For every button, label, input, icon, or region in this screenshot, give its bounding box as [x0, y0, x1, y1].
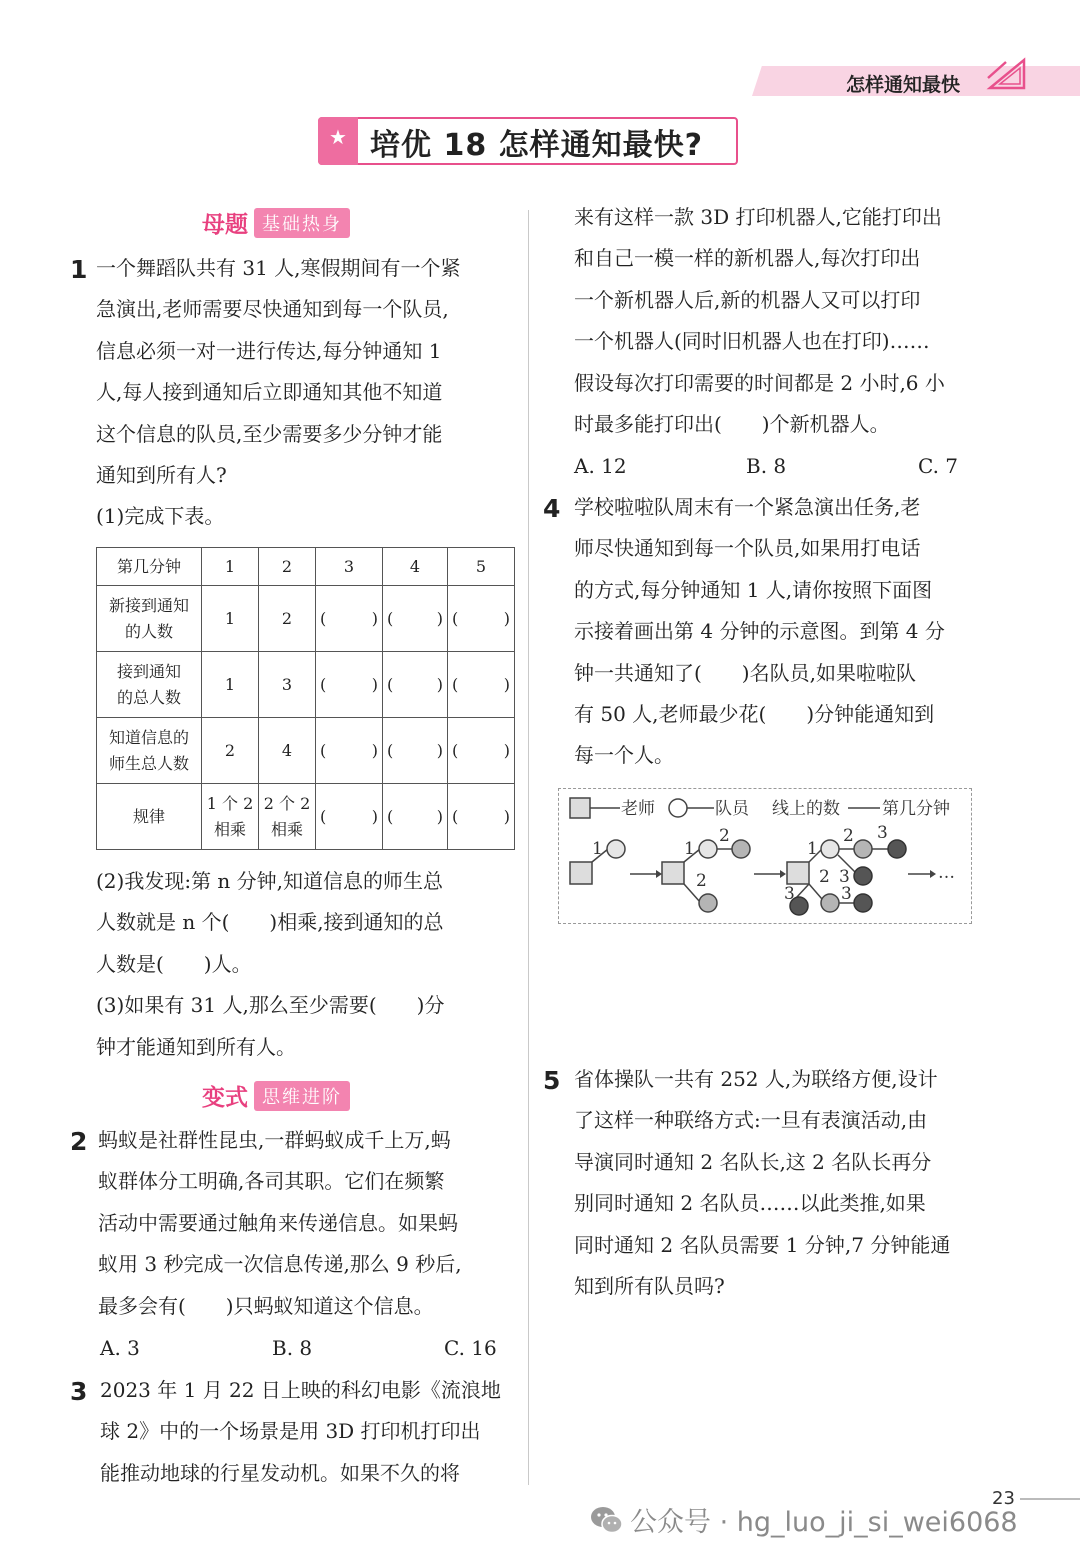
- text-line: 学校啦啦队周末有一个紧急演出任务,老: [574, 495, 921, 519]
- table-row: [97, 586, 515, 652]
- row-label: [97, 784, 202, 850]
- section-tag-main: 变式: [202, 1085, 248, 1111]
- column-divider: [528, 210, 529, 1485]
- edge-label: 3: [784, 884, 795, 904]
- text-line: 蚁群体分工明确,各司其职。它们在频繁: [98, 1169, 445, 1194]
- question-number: 1: [70, 255, 88, 284]
- diagram-ellipsis: …: [938, 863, 955, 883]
- edge-label: 1: [592, 839, 603, 859]
- paren-open: (: [320, 806, 327, 826]
- legend-teacher: 老师: [621, 799, 655, 819]
- table-row: [97, 784, 515, 850]
- paren-open: (: [387, 740, 394, 760]
- legend-member: 队员: [715, 799, 749, 819]
- member-node: [607, 840, 625, 858]
- text-line: 这个信息的队员,至少需要多少分钟才能: [96, 421, 443, 446]
- table-cell: 4: [259, 718, 316, 784]
- question-number: 4: [543, 494, 561, 523]
- section-tag-sub: 基础热身: [254, 208, 350, 238]
- table-header-cell: 3: [316, 548, 383, 586]
- edge-label: 2: [719, 826, 730, 846]
- text-line: 人数是( )人。: [96, 951, 252, 976]
- legend-line-number: 线上的数: [772, 799, 840, 819]
- paren-open: (: [320, 674, 327, 694]
- text-line: 和自己一模一样的新机器人,每次打印出: [574, 246, 921, 271]
- paren-close: ): [436, 740, 443, 760]
- table-cell: 2: [259, 586, 316, 652]
- text-line: 2023 年 1 月 22 日上映的科幻电影《流浪地: [100, 1378, 501, 1402]
- row-label: [97, 652, 202, 718]
- question-number: 5: [543, 1066, 561, 1095]
- paren-close: ): [503, 806, 510, 826]
- cell-line: 相乘: [270, 819, 303, 839]
- question-number: 2: [70, 1127, 88, 1156]
- table-cell: 1: [202, 586, 259, 652]
- text-line: 蚁用 3 秒完成一次信息传递,那么 9 秒后,: [98, 1252, 462, 1277]
- question-1-part2: [96, 861, 516, 1068]
- edge-label: 2: [843, 826, 854, 846]
- text-line: 人,每人接到通知后立即通知其他不知道: [96, 380, 443, 405]
- member-node: [854, 894, 872, 912]
- cell-line: 相乘: [213, 819, 246, 839]
- teacher-node: [662, 862, 684, 884]
- member-node: [888, 840, 906, 858]
- paren-close: ): [371, 608, 378, 628]
- table-header-row: [97, 548, 515, 586]
- question-3-text-left: [100, 1370, 520, 1494]
- text-line: 有 50 人,老师最少花( )分钟能通知到: [574, 702, 935, 727]
- paren-close: ): [371, 740, 378, 760]
- table-cell: [259, 784, 316, 850]
- paren-open: (: [320, 740, 327, 760]
- answer-blank[interactable]: [383, 718, 448, 784]
- member-node: [821, 894, 839, 912]
- row-label-line: 新接到通知: [108, 595, 189, 615]
- row-label: [97, 718, 202, 784]
- table-header-cell: 5: [448, 548, 515, 586]
- row-label-line: 的人数: [124, 621, 173, 641]
- paren-open: (: [452, 740, 459, 760]
- section-tag-basic: [202, 206, 350, 239]
- paren-open: (: [452, 674, 459, 694]
- question-2-text: [98, 1120, 518, 1327]
- legend-minute: 第几分钟: [882, 799, 950, 819]
- paren-close: ): [371, 806, 378, 826]
- member-node: [854, 867, 872, 885]
- answer-blank[interactable]: [316, 652, 383, 718]
- text-line: 信息必须一对一进行传达,每分钟通知 1: [96, 338, 442, 363]
- ruler-triangle-icon: [986, 56, 1030, 92]
- row-label-line: 接到通知: [116, 661, 181, 681]
- paren-close: ): [436, 674, 443, 694]
- text-line: 钟一共通知了( )名队员,如果啦啦队: [574, 660, 916, 685]
- question-1-text: [96, 248, 516, 538]
- text-line: 了这样一种联络方式:一旦有表演活动,由: [574, 1108, 928, 1133]
- paren-open: (: [320, 608, 327, 628]
- option-c[interactable]: C. 16: [444, 1336, 497, 1360]
- teacher-node: [787, 862, 809, 884]
- answer-blank[interactable]: [383, 784, 448, 850]
- option-c[interactable]: C. 7: [918, 454, 959, 478]
- notification-tree-diagram: [558, 788, 972, 924]
- page-number: 23: [992, 1488, 1015, 1509]
- chapter-header-title: 怎样通知最快: [846, 74, 961, 96]
- text-line: 急演出,老师需要尽快通知到每一个队员,: [96, 297, 449, 322]
- row-label-line: 知道信息的: [108, 727, 189, 747]
- table-header-cell: 1: [202, 548, 259, 586]
- watermark-text: 公众号 · hg_luo_ji_si_wei6068: [630, 1507, 1018, 1538]
- member-node: [732, 840, 750, 858]
- text-line: 能推动地球的行星发动机。如果不久的将: [100, 1460, 460, 1485]
- row-label-line: 的总人数: [116, 687, 181, 707]
- text-line: 来有这样一款 3D 打印机器人,它能打印出: [574, 205, 942, 229]
- cell-line: 2 个 2: [263, 793, 311, 813]
- text-line: (2)我发现:第 n 分钟,知道信息的师生总: [96, 869, 444, 893]
- table-cell: 2: [202, 718, 259, 784]
- text-line: (3)如果有 31 人,那么至少需要( )分: [96, 993, 445, 1018]
- member-circle-icon: [669, 799, 687, 817]
- text-line: 钟才能通知到所有人。: [96, 1034, 296, 1059]
- table-header-cell: 2: [259, 548, 316, 586]
- paren-close: ): [436, 806, 443, 826]
- text-line: 知到所有队员吗?: [574, 1274, 725, 1299]
- edge-label: 3: [841, 884, 852, 904]
- text-line: 时最多能打印出( )个新机器人。: [574, 412, 890, 437]
- paren-close: ): [371, 674, 378, 694]
- question-4-text: [574, 487, 990, 777]
- answer-blank[interactable]: [316, 586, 383, 652]
- edge-label: 3: [877, 823, 888, 843]
- text-line: 示接着画出第 4 分钟的示意图。到第 4 分: [574, 619, 945, 644]
- text-line: 人数就是 n 个( )相乘,接到通知的总: [96, 910, 444, 935]
- table-header-cell: 4: [383, 548, 448, 586]
- member-node: [699, 840, 717, 858]
- paren-open: (: [387, 608, 394, 628]
- text-line: 球 2》中的一个场景是用 3D 打印机打印出: [100, 1419, 481, 1444]
- option-b[interactable]: B. 8: [746, 454, 787, 478]
- option-a[interactable]: A. 3: [100, 1336, 140, 1360]
- table-row: [97, 718, 515, 784]
- paren-open: (: [387, 674, 394, 694]
- row-label-line: 师生总人数: [108, 753, 189, 773]
- text-line: 活动中需要通过触角来传递信息。如果蚂: [98, 1210, 458, 1235]
- answer-blank[interactable]: [383, 652, 448, 718]
- text-line: 导演同时通知 2 名队长,这 2 名队长再分: [574, 1149, 932, 1174]
- text-line: 别同时通知 2 名队员……以此类推,如果: [574, 1191, 926, 1216]
- question-2-options: [100, 1336, 497, 1360]
- row-label: [97, 586, 202, 652]
- notification-table: [96, 547, 515, 850]
- answer-blank[interactable]: [448, 784, 515, 850]
- paren-close: ): [503, 674, 510, 694]
- text-line: 蚂蚁是社群性昆虫,一群蚂蚁成千上万,蚂: [98, 1128, 451, 1152]
- text-line: 一个舞蹈队共有 31 人,寒假期间有一个紧: [96, 256, 461, 280]
- teacher-node: [570, 862, 592, 884]
- page-number-rule: [1020, 1496, 1080, 1502]
- edge-label: 1: [807, 839, 818, 859]
- edge-label: 2: [819, 867, 830, 887]
- star-icon: ★: [318, 117, 358, 165]
- table-cell: 1: [202, 652, 259, 718]
- answer-blank[interactable]: [316, 718, 383, 784]
- text-line: 最多会有( )只蚂蚁知道这个信息。: [98, 1293, 434, 1318]
- paren-close: ): [503, 740, 510, 760]
- text-line: 通知到所有人?: [96, 463, 227, 488]
- text-line: 每一个人。: [574, 743, 674, 768]
- answer-blank[interactable]: [448, 718, 515, 784]
- answer-blank[interactable]: [316, 784, 383, 850]
- section-tag-main: 母题: [202, 212, 248, 238]
- answer-blank[interactable]: [448, 586, 515, 652]
- paren-open: (: [452, 608, 459, 628]
- text-line: 一个机器人(同时旧机器人也在打印)……: [574, 329, 930, 354]
- answer-blank[interactable]: [448, 652, 515, 718]
- section-tag-sub: 思维进阶: [254, 1081, 350, 1111]
- option-a[interactable]: A. 12: [574, 454, 627, 478]
- lesson-title: 培优 18 怎样通知最快?: [370, 128, 704, 163]
- paren-close: ): [436, 608, 443, 628]
- text-line: 假设每次打印需要的时间都是 2 小时,6 小: [574, 370, 945, 395]
- question-number: 3: [70, 1377, 88, 1406]
- edge-label: 1: [684, 839, 695, 859]
- table-cell: [202, 784, 259, 850]
- question-3-text-right: [574, 197, 990, 445]
- edge-label: 2: [696, 871, 707, 891]
- table-row: [97, 652, 515, 718]
- section-tag-variant: [202, 1079, 350, 1112]
- wechat-watermark: [590, 1500, 1018, 1539]
- question-5-text: [574, 1059, 990, 1307]
- question-3-options: [574, 454, 958, 478]
- paren-open: (: [452, 806, 459, 826]
- table-cell: 3: [259, 652, 316, 718]
- member-node: [699, 894, 717, 912]
- text-line: 省体操队一共有 252 人,为联络方便,设计: [574, 1067, 938, 1091]
- table-header-cell: 第几分钟: [97, 548, 202, 586]
- text-line: 一个新机器人后,新的机器人又可以打印: [574, 287, 921, 312]
- text-line: 的方式,每分钟通知 1 人,请你按照下面图: [574, 577, 933, 602]
- text-line: (1)完成下表。: [96, 504, 225, 529]
- edge-label: 3: [839, 867, 850, 887]
- wechat-icon: [590, 1505, 624, 1535]
- cell-line: 1 个 2: [206, 793, 254, 813]
- text-line: 师尽快通知到每一个队员,如果用打电话: [574, 536, 921, 561]
- member-node: [854, 840, 872, 858]
- paren-open: (: [387, 806, 394, 826]
- teacher-square-icon: [570, 798, 590, 818]
- text-line: 同时通知 2 名队员需要 1 分钟,7 分钟能通: [574, 1232, 951, 1257]
- option-b[interactable]: B. 8: [272, 1336, 313, 1360]
- paren-close: ): [503, 608, 510, 628]
- row-label-line: 规律: [132, 806, 165, 826]
- answer-blank[interactable]: [383, 586, 448, 652]
- member-node: [821, 840, 839, 858]
